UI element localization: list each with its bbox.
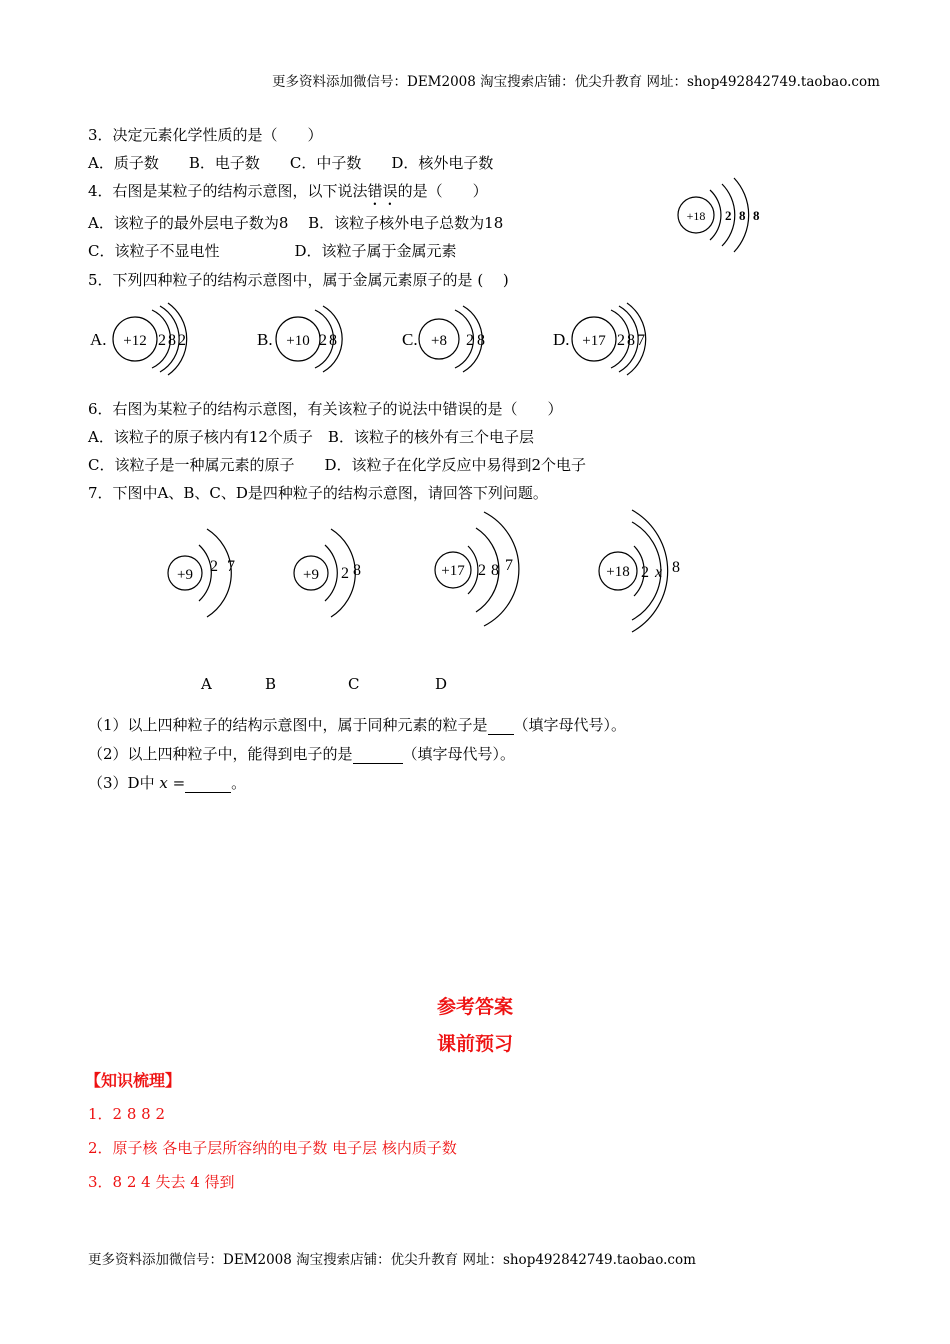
- choice-letter: B.: [257, 330, 273, 349]
- shell-count-1: 2: [341, 565, 349, 582]
- answers-subtitle: 课前预习: [436, 1033, 513, 1055]
- q7-sub2: [88, 743, 515, 764]
- q7-diagram-b: [291, 523, 381, 623]
- q7-sub3-var: x: [159, 774, 168, 792]
- shell-count-2: 8: [739, 208, 746, 223]
- q5-choice-b-diagram: [255, 300, 355, 380]
- shell-count-2: 8: [477, 332, 485, 349]
- choice-letter: A.: [90, 330, 107, 349]
- nucleus-charge: +18: [606, 564, 630, 580]
- q6-options-ab: A．该粒子的原子核内有12个质子 B．该粒子的核外有三个电子层: [88, 428, 534, 446]
- page-header: 更多资料添加微信号：DEM2008 淘宝搜索店铺：优尖升教育 网址：shop492842749.taobao.com: [272, 74, 880, 90]
- q3-stem: 3．决定元素化学性质的是（ ）: [88, 126, 323, 144]
- shell-count-2: 8: [353, 562, 361, 579]
- q5-stem: 5．下列四种粒子的结构示意图中，属于金属元素原子的是 ( ): [88, 271, 509, 289]
- shell-count-1: 2: [466, 332, 474, 349]
- q3-options: A．质子数 B．电子数 C．中子数 D．核外电子数: [88, 154, 494, 172]
- q5-choice-a-diagram: [88, 300, 198, 380]
- shell-arc-3: [484, 512, 519, 626]
- nucleus-charge: +8: [431, 333, 447, 349]
- q4-options-ab: A．该粒子的最外层电子数为8 B．该粒子核外电子总数为18: [88, 214, 504, 232]
- shell-count-2: 8: [168, 332, 176, 349]
- answers-section-title: 【知识梳理】: [85, 1071, 182, 1090]
- nucleus-charge: +17: [582, 333, 606, 349]
- q7-sub1: [88, 714, 626, 735]
- nucleus-charge: +10: [286, 333, 310, 349]
- answer-line-1: 1．2 8 8 2: [88, 1105, 166, 1123]
- shell-count-2: 8: [329, 332, 337, 349]
- shell-count-2: 8: [491, 562, 499, 579]
- shell-count-1: 2: [478, 562, 486, 579]
- shell-count-3: 7: [505, 557, 513, 574]
- shell-count-2: x: [655, 564, 663, 581]
- q7-label-d: D: [435, 675, 448, 693]
- q7-sub2-blank[interactable]: [353, 745, 403, 764]
- q5-choice-d-diagram: [551, 300, 661, 380]
- q5-choice-c-diagram: [400, 300, 500, 380]
- q6-stem: 6．右图为某粒子的结构示意图，有关该粒子的说法中错误的是（ ）: [88, 400, 563, 418]
- q7-sub2-end: （填字母代号）。: [402, 745, 516, 763]
- shell-arc-1: [710, 190, 721, 240]
- nucleus-charge: +17: [441, 563, 465, 579]
- q4-stem: [88, 180, 488, 209]
- q7-stem: 7．下图中A、B、C、D是四种粒子的结构示意图，请回答下列问题。: [88, 484, 548, 502]
- shell-count-3: 2: [178, 332, 186, 349]
- shell-count-2: 8: [627, 332, 635, 349]
- shell-count-1: 2: [319, 332, 327, 349]
- nucleus-charge: +9: [303, 567, 319, 583]
- answer-line-2: 2．原子核 各电子层所容纳的电子数 电子层 核内质子数: [88, 1139, 457, 1157]
- q7-label-c: C: [348, 675, 360, 693]
- q4-options-cd: C．该粒子不显电性 D．该粒子属于金属元素: [88, 242, 457, 260]
- shell-arc-1: [325, 545, 337, 601]
- shell-count-1: 2: [725, 208, 732, 223]
- q7-sub3-eq: =: [167, 774, 186, 792]
- q7-sub3-pre: （3）D中: [88, 774, 160, 792]
- answer-line-3: 3．8 2 4 失去 4 得到: [88, 1173, 235, 1191]
- q4-stem-emphasis: 错误: [367, 182, 398, 200]
- shell-count-1: 2: [617, 332, 625, 349]
- q7-sub1-blank[interactable]: [488, 716, 514, 735]
- q7-sub1-text: （1）以上四种粒子的结构示意图中，属于同种元素的粒子是: [88, 716, 488, 734]
- q6-options-cd: C．该粒子是一种属元素的原子 D．该粒子在化学反应中易得到2个电子: [88, 456, 587, 474]
- choice-letter: C.: [402, 330, 418, 349]
- shell-count-2: 7: [227, 558, 235, 575]
- q7-sub3-end: 。: [231, 774, 247, 792]
- nucleus-charge: +18: [686, 209, 706, 223]
- shell-count-1: 2: [641, 564, 649, 581]
- q7-diagram-c: [428, 508, 528, 628]
- shell-count-3: 8: [753, 208, 760, 223]
- q7-sub3-blank[interactable]: [185, 774, 231, 793]
- q7-diagram-a: [165, 523, 255, 623]
- q4-atom-diagram: [672, 172, 782, 262]
- answers-title: 参考答案: [436, 996, 513, 1018]
- shell-arc-1: [468, 546, 478, 594]
- shell-count-1: 2: [158, 332, 166, 349]
- page-footer: 更多资料添加微信号：DEM2008 淘宝搜索店铺：优尖升教育 网址：shop492842749.taobao.com: [88, 1252, 696, 1268]
- q7-label-b: B: [265, 675, 277, 693]
- choice-letter: D.: [553, 330, 570, 349]
- q7-sub3: [88, 772, 246, 793]
- q7-sub1-end: （填字母代号）。: [513, 716, 627, 734]
- shell-count-1: 2: [210, 558, 218, 575]
- shell-count-3: 7: [637, 332, 645, 349]
- q7-sub2-text: （2）以上四种粒子中，能得到电子的是: [88, 745, 353, 763]
- q7-diagram-d: [596, 508, 696, 638]
- nucleus-charge: +12: [123, 333, 147, 349]
- q4-stem-before: 4．右图是某粒子的结构示意图，以下说法: [88, 182, 368, 200]
- q4-stem-after: 的是（ ）: [397, 182, 488, 200]
- nucleus-charge: +9: [177, 567, 193, 583]
- shell-count-3: 8: [672, 559, 680, 576]
- q7-label-a: A: [201, 675, 212, 693]
